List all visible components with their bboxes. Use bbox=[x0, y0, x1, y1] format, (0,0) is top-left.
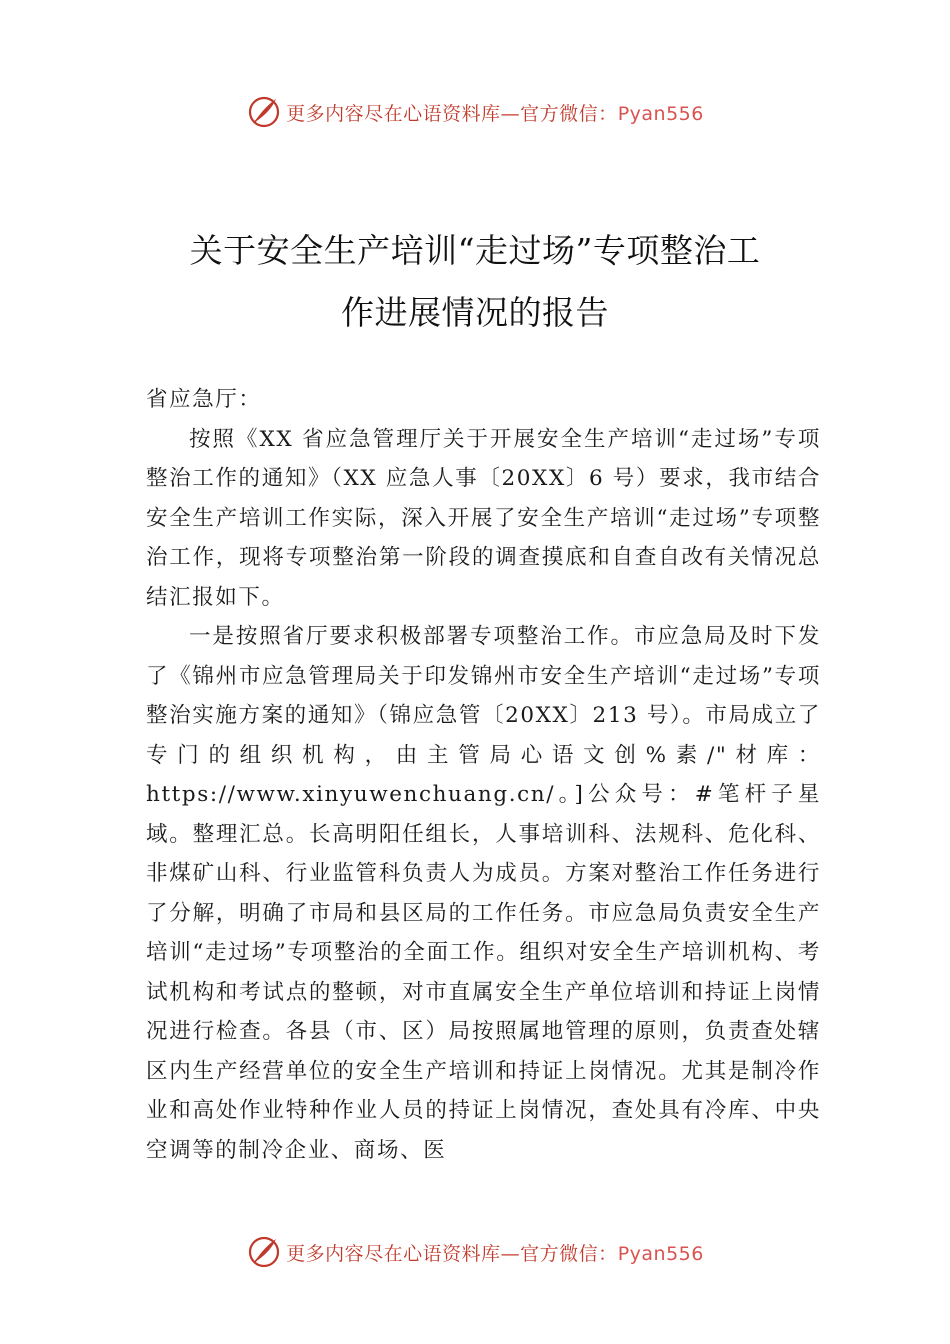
banner-wechat-label: 官方微信： bbox=[520, 102, 618, 125]
quill-logo-icon bbox=[246, 94, 282, 130]
paragraph-1: 按照《XX 省应急管理厅关于开展安全生产培训“走过场”专项整治工作的通知》（XX 应急人事〔20XX〕6 号）要求，我市结合安全生产培训工作实际，深入开展了安全生产培训“走过场”专项整治工作，现将专项整治第一阶段的调查摸底和自查自改有关情况总结汇报如下。 bbox=[146, 426, 821, 610]
quill-logo-icon bbox=[246, 1234, 282, 1270]
title-line-2: 作进展情况的报告 bbox=[341, 293, 609, 332]
footer-banner bbox=[0, 1232, 950, 1272]
banner-main-text: 更多内容尽在心语资料库 bbox=[286, 102, 501, 125]
banner-separator: — bbox=[500, 102, 521, 125]
footer-wechat-label: 官方微信： bbox=[520, 1242, 618, 1265]
paragraph-2: 一是按照省厅要求积极部署专项整治工作。市应急局及时下发了《锦州市应急管理局关于印发锦州市安全生产培训“走过场”专项整治实施方案的通知》（锦应急管〔20XX〕213 号）。市局成立了专门的组织机构，由主管局心语文创%素/"材库：https://www.xinyuwenchuang.cn/。]公众号：#笔杆子星域。整理汇总。长高明阳任组长，人事培训科、法规科、危化科、非煤矿山科、行业监管科负责人为成员。方案对整治工作任务进行了分解，明确了市局和县区局的工作任务。市应急局负责安全生产培训“走过场”专项整治的全面工作。组织对安全生产培训机构、考试机构和考试点的整顿，对市直属安全生产单位培训和持证上岗情况进行检查。各县（市、区）局按照属地管理的原则，负责查处辖区内生产经营单位的安全生产培训和持证上岗情况。尤其是制冷作业和高处作业特种作业人员的持证上岗情况，查处具有冷库、中央空调等的制冷企业、商场、医 bbox=[146, 624, 821, 1163]
header-banner bbox=[0, 92, 950, 132]
footer-wechat-id: Pyan556 bbox=[617, 1242, 704, 1265]
salutation: 省应急厅： bbox=[146, 387, 262, 412]
banner-wechat-id: Pyan556 bbox=[617, 102, 704, 125]
document-body bbox=[146, 380, 821, 1170]
document-title bbox=[120, 220, 830, 344]
footer-main-text: 更多内容尽在心语资料库 bbox=[286, 1242, 501, 1265]
footer-separator: — bbox=[500, 1242, 521, 1265]
title-line-1: 关于安全生产培训“走过场”专项整治工 bbox=[189, 231, 761, 270]
